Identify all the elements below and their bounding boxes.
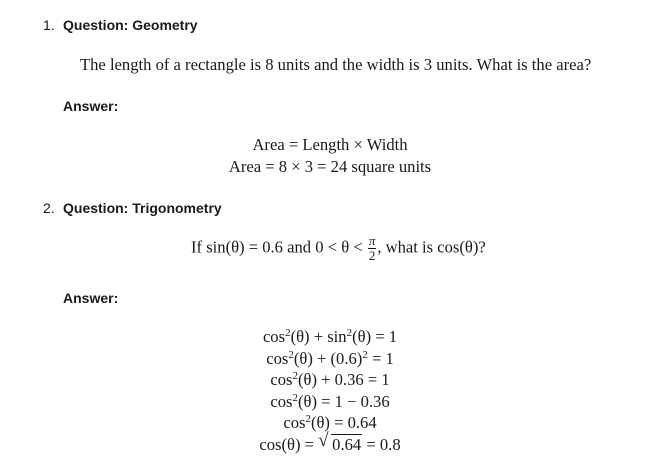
answer-1-label: Answer: <box>63 98 119 114</box>
if-word: If <box>191 237 203 257</box>
step-2: $\cos^2(\theta) + (0.6)^2 = 1$ <box>266 348 394 368</box>
question-1-heading <box>43 17 198 33</box>
question-2-text <box>191 234 486 263</box>
equation-area-result: Area = 8 × 3 = 24 square units <box>228 156 432 176</box>
fraction-denominator: 2 <box>368 248 376 263</box>
condition-range: 0 < θ < <box>315 237 363 257</box>
answer-1-equations <box>0 134 660 177</box>
question-label: Question: Geometry <box>63 17 198 33</box>
question-label: Question: Trigonometry <box>63 200 222 216</box>
question-ask: , what is cos(θ)? <box>377 237 486 257</box>
answer-2-label: Answer: <box>63 290 119 306</box>
question-number: 2. <box>43 200 55 216</box>
equation-area-formula: Area = Length × Width <box>252 135 408 154</box>
step-1: $\cos^2(\theta) + \sin^2(\theta) = 1$ <box>262 327 398 346</box>
fraction-numerator: π <box>368 233 376 248</box>
question-2-heading <box>43 200 222 216</box>
step-3: $\cos^2(\theta) + 0.36 = 1$ <box>270 370 390 389</box>
answer-2-steps <box>0 326 660 455</box>
step-5: $\cos^2(\theta) = 0.64$ <box>283 413 377 432</box>
question-1-text: The length of a rectangle is 8 units and the width is 3 units. What is the area? <box>80 55 592 74</box>
pi-over-two-fraction <box>368 234 377 263</box>
step-final: cos(θ) = √ 0.64 = 0.8 <box>259 429 401 454</box>
and-word: and <box>287 237 312 257</box>
question-number: 1. <box>43 17 55 33</box>
condition-sin: sin(θ) = 0.6 <box>206 237 283 257</box>
square-root: √ 0.64 <box>318 429 362 454</box>
step-4: $\cos^2(\theta) = 1 - 0.36$ <box>270 391 390 411</box>
